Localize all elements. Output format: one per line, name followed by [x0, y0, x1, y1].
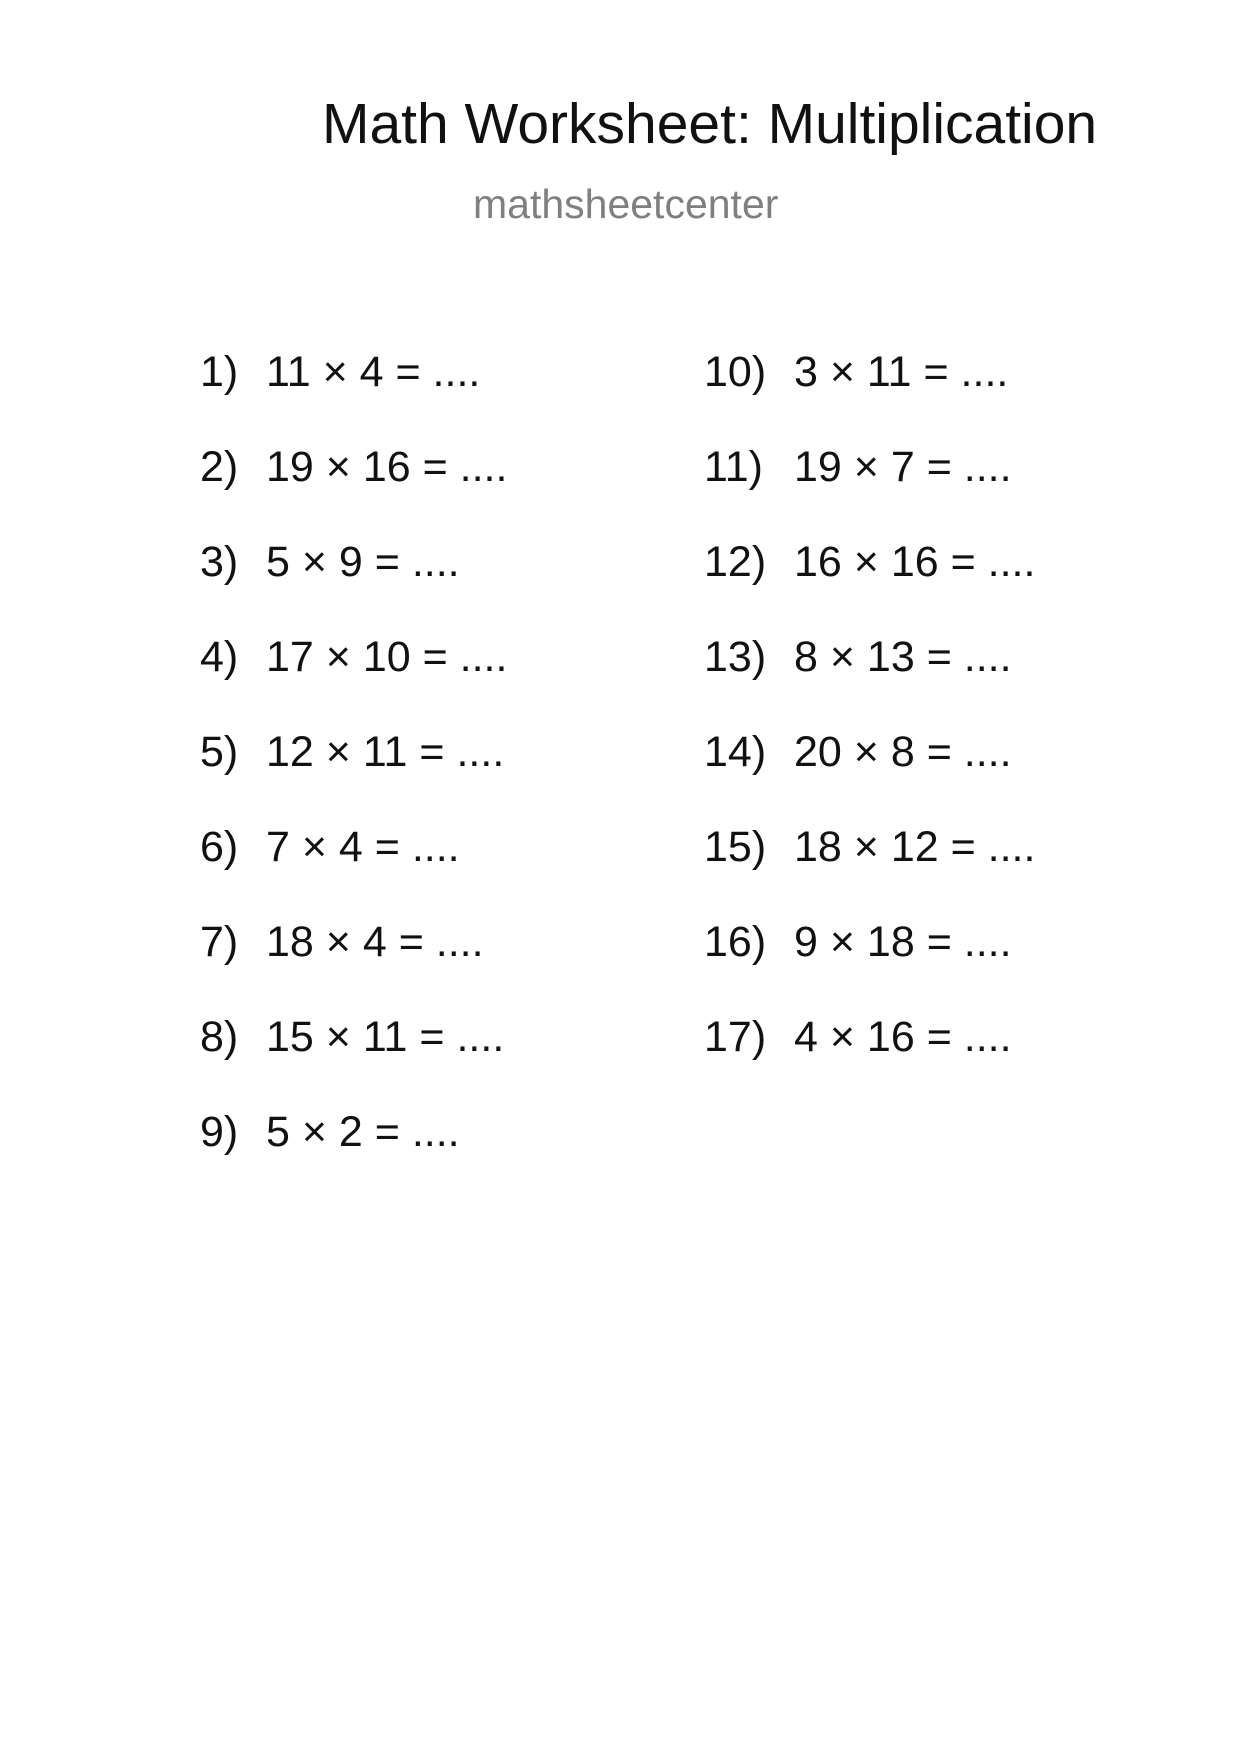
problem-item	[200, 1110, 507, 1205]
problem-expression: 9 × 18 = ....	[794, 918, 1012, 966]
problem-expression: 20 × 8 = ....	[794, 728, 1012, 776]
problem-expression: 5 × 9 = ....	[266, 538, 460, 586]
problem-item	[200, 1015, 507, 1110]
problem-expression: 19 × 7 = ....	[794, 443, 1012, 491]
problem-item	[200, 730, 507, 825]
problem-number: 7)	[200, 918, 239, 966]
problem-number: 14)	[704, 728, 767, 776]
problem-item	[200, 825, 507, 920]
problem-item	[200, 920, 507, 1015]
problem-number: 6)	[200, 823, 239, 871]
problem-item	[200, 635, 507, 730]
problem-item	[704, 730, 1035, 825]
problem-expression: 12 × 11 = ....	[266, 728, 505, 776]
problem-item	[200, 445, 507, 540]
problem-expression: 15 × 11 = ....	[266, 1013, 505, 1061]
problem-expression: 8 × 13 = ....	[794, 633, 1012, 681]
problem-number: 10)	[704, 348, 767, 396]
problem-expression: 17 × 10 = ....	[266, 633, 508, 681]
problem-number: 8)	[200, 1013, 239, 1061]
problem-number: 1)	[200, 348, 239, 396]
problem-number: 5)	[200, 728, 239, 776]
problem-number: 15)	[704, 823, 767, 871]
problem-number: 13)	[704, 633, 767, 681]
problem-item	[704, 920, 1035, 1015]
problem-item	[200, 350, 507, 445]
problem-item	[704, 445, 1035, 540]
problem-item	[704, 635, 1035, 730]
problem-expression: 18 × 12 = ....	[794, 823, 1036, 871]
problem-expression: 19 × 16 = ....	[266, 443, 508, 491]
problem-expression: 7 × 4 = ....	[266, 823, 460, 871]
problem-column-right	[704, 350, 1035, 1110]
problem-number: 16)	[704, 918, 767, 966]
worksheet-title: Math Worksheet: Multiplication	[322, 92, 1098, 156]
problem-expression: 18 × 4 = ....	[266, 918, 484, 966]
problem-expression: 5 × 2 = ....	[266, 1108, 460, 1156]
problem-expression: 16 × 16 = ....	[794, 538, 1036, 586]
problem-item	[704, 350, 1035, 445]
problem-number: 3)	[200, 538, 239, 586]
problem-expression: 11 × 4 = ....	[266, 348, 481, 396]
problem-column-left	[200, 350, 507, 1205]
problem-item	[704, 540, 1035, 635]
problem-item	[704, 1015, 1035, 1110]
problem-number: 11)	[704, 443, 763, 491]
problem-number: 2)	[200, 443, 239, 491]
problem-item	[704, 825, 1035, 920]
worksheet-subtitle: mathsheetcenter	[473, 181, 779, 227]
problem-number: 12)	[704, 538, 767, 586]
problem-number: 17)	[704, 1013, 767, 1061]
problem-number: 9)	[200, 1108, 239, 1156]
problem-expression: 4 × 16 = ....	[794, 1013, 1012, 1061]
problem-number: 4)	[200, 633, 239, 681]
problem-item	[200, 540, 507, 635]
problem-expression: 3 × 11 = ....	[794, 348, 1009, 396]
